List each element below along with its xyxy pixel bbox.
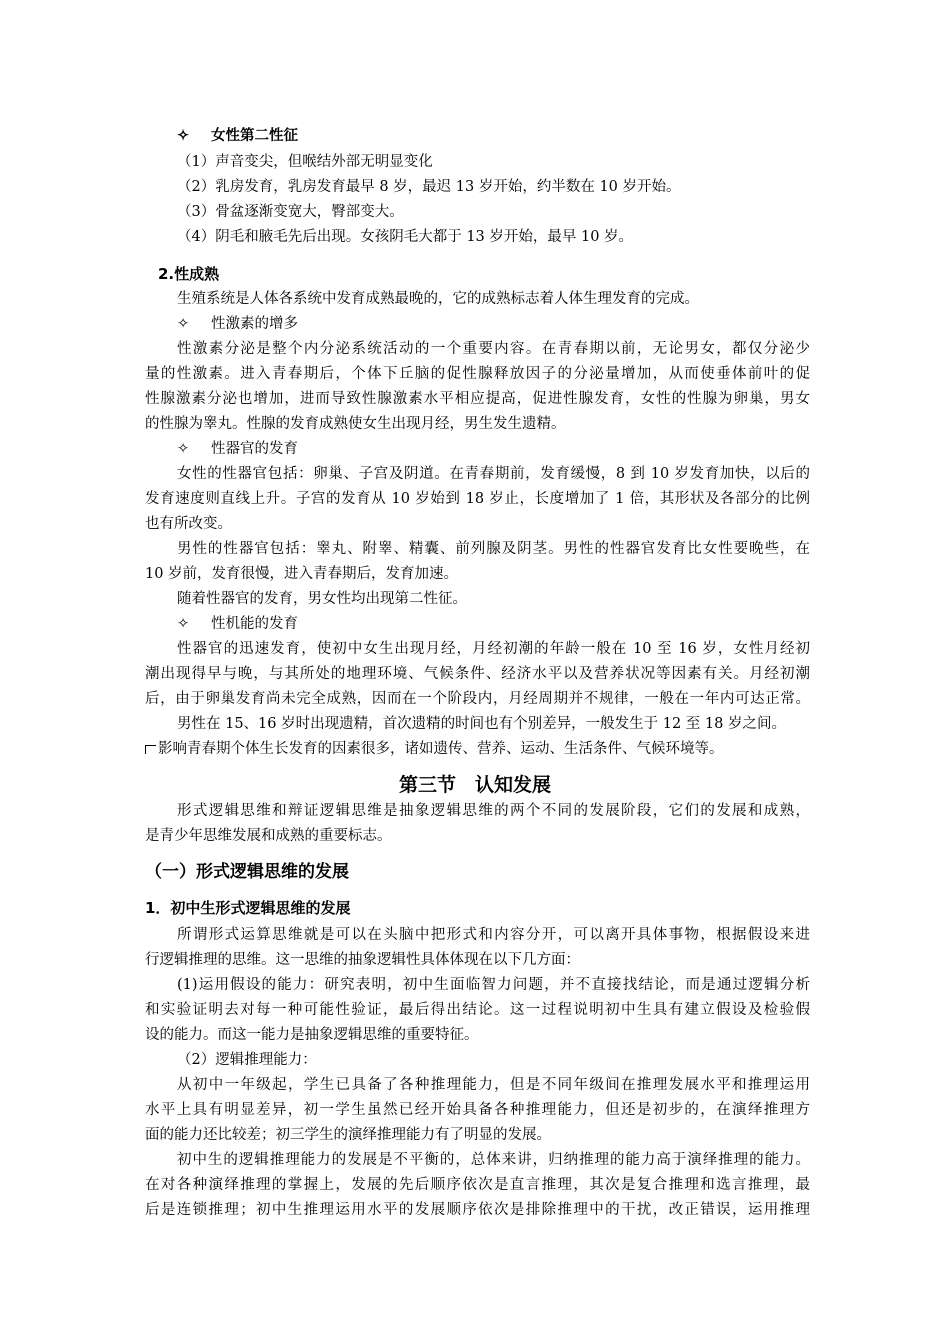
list-item: （3）骨盆逐渐变宽大，臀部变大。 bbox=[177, 204, 404, 220]
subsubsection-heading: 1．初中生形式逻辑思维的发展 bbox=[145, 899, 351, 917]
paragraph-line: 随着性器官的发育，男女性均出现第二性征。 bbox=[177, 591, 467, 607]
paragraph-line: 从初中一年级起，学生已具备了各种推理能力，但是不同年级间在推理发展水平和推理运用 bbox=[177, 1077, 810, 1093]
bullet-icon: ✧ bbox=[177, 616, 190, 632]
paragraph-mark-icon bbox=[145, 745, 156, 754]
paragraph-line: 性激素分泌是整个内分泌系统活动的一个重要内容。在青春期以前，无论男女，都仅分泌少 bbox=[177, 341, 810, 357]
paragraph-line: 量的性激素。进入青春期后，个体下丘脑的促性腺释放因子的分泌量增加，从而使垂体前叶的促 bbox=[145, 366, 810, 382]
paragraph-line: 面的能力还比较差；初三学生的演绎推理能力有了明显的发展。 bbox=[145, 1127, 551, 1143]
paragraph-line: 是青少年思维发展和成熟的重要标志。 bbox=[145, 828, 392, 844]
paragraph-line bbox=[145, 739, 810, 759]
paragraph-line: 后是连锁推理；初中生推理运用水平的发展顺序依次是排除推理中的干扰，改正错误，运用推理 bbox=[145, 1202, 810, 1218]
bullet-icon: ✧ bbox=[177, 127, 190, 144]
paragraph-line: 和实验证明去对每一种可能性验证，最后得出结论。这一过程说明初中生具有建立假设及检验假 bbox=[145, 1002, 810, 1018]
paragraph-line: 男性的性器官包括：睾丸、附睾、精囊、前列腺及阴茎。男性的性器官发育比女性要晚些，在 bbox=[177, 541, 810, 557]
paragraph-line: (1)运用假设的能力：研究表明，初中生面临智力问题，并不直接找结论，而是通过逻辑分析 bbox=[177, 977, 810, 993]
paragraph-line: 所谓形式运算思维就是可以在头脑中把形式和内容分开，可以离开具体事物，根据假设来进 bbox=[177, 927, 810, 943]
paragraph-line: 后，由于卵巢发育尚未完全成熟，因而在一个阶段内，月经周期并不规律，一般在一年内可达正常。 bbox=[145, 691, 810, 707]
paragraph-line: 潮出现得早与晚，与其所处的地理环境、气候条件、经济水平以及营养状况等因素有关。月经初潮 bbox=[145, 666, 810, 682]
bullet-title: 性机能的发育 bbox=[211, 616, 298, 632]
bullet-heading bbox=[177, 439, 810, 459]
section-heading: 2.性成熟 bbox=[158, 265, 220, 283]
paragraph-line: 也有所改变。 bbox=[145, 516, 232, 532]
female-traits-heading bbox=[177, 126, 810, 146]
paragraph-line: （2）逻辑推理能力： bbox=[177, 1052, 317, 1068]
bullet-title: 性激素的增多 bbox=[211, 316, 298, 332]
paragraph-line: 10 岁前，发育很慢，进入青春期后，发育加速。 bbox=[145, 566, 459, 582]
paragraph-line: 初中生的逻辑推理能力的发展是不平衡的，总体来讲，归纳推理的能力高于演绎推理的能力。 bbox=[177, 1152, 810, 1168]
paragraph-line: 在对各种演绎推理的掌握上，发展的先后顺序依次是直言推理，其次是复合推理和选言推理，最 bbox=[145, 1177, 810, 1193]
paragraph-line: 发育速度则直线上升。子宫的发育从 10 岁始到 18 岁止，长度增加了 1 倍，其形状及各部分的比例 bbox=[145, 491, 810, 507]
list-item: （2）乳房发育，乳房发育最早 8 岁，最迟 13 岁开始，约半数在 10 岁开始。 bbox=[177, 179, 681, 195]
paragraph-line: 性器官的迅速发育，使初中女生出现月经，月经初潮的年龄一般在 10 至 16 岁，女性月经初 bbox=[177, 641, 810, 657]
female-traits-title: 女性第二性征 bbox=[211, 127, 298, 144]
chapter-title: 第三节 认知发展 bbox=[398, 774, 551, 796]
paragraph-line: 设的能力。而这一能力是抽象逻辑思维的重要特征。 bbox=[145, 1027, 479, 1043]
bullet-title: 性器官的发育 bbox=[211, 441, 298, 457]
paragraph-line: 水平上具有明显差异，初一学生虽然已经开始具备各种推理能力，但还是初步的，在演绎推理方 bbox=[145, 1102, 810, 1118]
paragraph-line: 男性在 15、16 岁时出现遗精，首次遗精的时间也有个别差异，一般发生于 12 至 18 岁之间。 bbox=[177, 716, 786, 732]
bullet-icon: ✧ bbox=[177, 441, 190, 457]
factors-text: 影响青春期个体生长发育的因素很多，诸如遗传、营养、运动、生活条件、气候环境等。 bbox=[158, 741, 724, 757]
paragraph-line: 生殖系统是人体各系统中发育成熟最晚的，它的成熟标志着人体生理发育的完成。 bbox=[177, 291, 699, 307]
paragraph-line: 的性腺为睾丸。性腺的发育成熟使女生出现月经，男生发生遗精。 bbox=[145, 416, 566, 432]
bullet-heading bbox=[177, 614, 810, 634]
paragraph-line: 行逻辑推理的思维。这一思维的抽象逻辑性具体体现在以下几方面： bbox=[145, 952, 580, 968]
subsection-heading: （一）形式逻辑思维的发展 bbox=[145, 862, 349, 882]
paragraph-line: 性腺激素分泌也增加，进而导致性腺激素水平相应提高，促进性腺发育，女性的性腺为卵巢，男女 bbox=[145, 391, 810, 407]
list-item: （4）阴毛和腋毛先后出现。女孩阴毛大都于 13 岁开始，最早 10 岁。 bbox=[177, 229, 634, 245]
list-item: （1）声音变尖，但喉结外部无明显变化 bbox=[177, 154, 433, 170]
bullet-heading bbox=[177, 314, 810, 334]
bullet-icon: ✧ bbox=[177, 316, 190, 332]
paragraph-line: 形式逻辑思维和辩证逻辑思维是抽象逻辑思维的两个不同的发展阶段，它们的发展和成熟， bbox=[177, 803, 810, 819]
paragraph-line: 女性的性器官包括：卵巢、子宫及阴道。在青春期前，发育缓慢，8 到 10 岁发育加快，以后的 bbox=[177, 466, 810, 482]
